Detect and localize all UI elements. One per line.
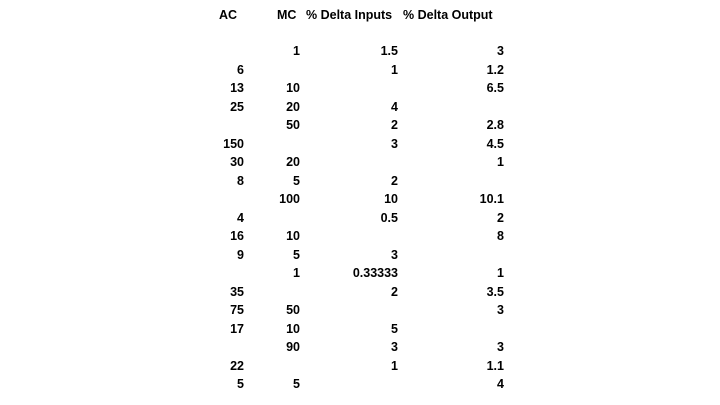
table-header <box>0 8 720 26</box>
cell-delta-inputs: 1.5 <box>380 44 398 58</box>
header-delta-inputs: % Delta Inputs <box>306 8 393 22</box>
table-row <box>0 155 720 174</box>
cell-delta-output: 8 <box>497 229 504 243</box>
table-row <box>0 192 720 211</box>
cell-mc: 10 <box>286 321 300 336</box>
cell-ac: 9 <box>237 247 244 262</box>
cell-ac: 4 <box>237 210 244 225</box>
table-row <box>0 44 720 63</box>
cell-delta-output: 6.5 <box>486 81 504 95</box>
cell-mc: 100 <box>279 192 300 206</box>
table-row <box>0 359 720 378</box>
cell-delta-output: 10.1 <box>479 192 504 206</box>
cell-mc: 20 <box>286 155 300 169</box>
table-row <box>0 211 720 230</box>
table-row <box>0 118 720 137</box>
table-row <box>0 248 720 267</box>
cell-ac: 6 <box>237 62 244 77</box>
cell-mc: 20 <box>286 99 300 114</box>
table-row <box>0 100 720 119</box>
cell-delta-output: 2 <box>497 210 504 225</box>
table-row <box>0 340 720 359</box>
table-row <box>0 63 720 82</box>
table-row <box>0 377 720 396</box>
cell-delta-inputs: 10 <box>384 192 398 206</box>
cell-ac: 5 <box>237 377 244 391</box>
cell-delta-output: 3 <box>497 340 504 354</box>
cell-delta-inputs: 0.5 <box>380 210 398 225</box>
cell-delta-output: 1 <box>497 155 504 169</box>
table-row <box>0 285 720 304</box>
cell-mc: 5 <box>293 173 300 188</box>
cell-ac: 17 <box>230 321 244 336</box>
cell-ac: 22 <box>230 358 244 373</box>
cell-ac: 25 <box>230 99 244 114</box>
cell-mc: 1 <box>293 44 300 58</box>
cell-ac: 8 <box>237 173 244 188</box>
cell-delta-output: 2.8 <box>486 118 504 132</box>
table-row <box>0 303 720 322</box>
cell-delta-output: 3.5 <box>486 284 504 299</box>
cell-ac: 16 <box>230 229 244 243</box>
cell-delta-inputs: 3 <box>391 340 398 354</box>
cell-mc: 5 <box>293 377 300 391</box>
cell-ac: 13 <box>230 81 244 95</box>
cell-delta-output: 4.5 <box>486 136 504 151</box>
table-row <box>0 81 720 100</box>
cell-delta-inputs: 3 <box>391 136 398 151</box>
cell-delta-inputs: 1 <box>391 62 398 77</box>
cell-delta-inputs: 1 <box>391 358 398 373</box>
cell-delta-inputs: 3 <box>391 247 398 262</box>
cell-mc: 50 <box>286 118 300 132</box>
cell-mc: 50 <box>286 303 300 317</box>
cell-delta-inputs: 0.33333 <box>352 266 398 280</box>
cell-ac: 75 <box>230 303 244 317</box>
cell-delta-output: 3 <box>497 303 504 317</box>
header-mc: MC <box>277 8 297 22</box>
table-body <box>0 44 720 396</box>
cell-delta-inputs: 2 <box>391 173 398 188</box>
cell-delta-output: 1.2 <box>486 62 504 77</box>
header-delta-output: % Delta Output <box>403 8 493 22</box>
cell-mc: 5 <box>293 247 300 262</box>
cell-ac: 150 <box>223 136 244 151</box>
table-row <box>0 322 720 341</box>
cell-delta-output: 1 <box>497 266 504 280</box>
cell-delta-output: 1.1 <box>486 358 504 373</box>
cell-mc: 1 <box>293 266 300 280</box>
cell-delta-output: 4 <box>497 377 504 391</box>
table-row <box>0 137 720 156</box>
cell-delta-inputs: 5 <box>391 321 398 336</box>
table-row <box>0 266 720 285</box>
cell-ac: 30 <box>230 155 244 169</box>
cell-delta-inputs: 4 <box>391 99 398 114</box>
cell-delta-inputs: 2 <box>391 284 398 299</box>
cell-delta-inputs: 2 <box>391 118 398 132</box>
table-row <box>0 174 720 193</box>
header-ac: AC <box>219 8 238 22</box>
table-row <box>0 229 720 248</box>
cell-delta-output: 3 <box>497 44 504 58</box>
cell-mc: 10 <box>286 81 300 95</box>
cell-mc: 10 <box>286 229 300 243</box>
cell-ac: 35 <box>230 284 244 299</box>
cell-mc: 90 <box>286 340 300 354</box>
